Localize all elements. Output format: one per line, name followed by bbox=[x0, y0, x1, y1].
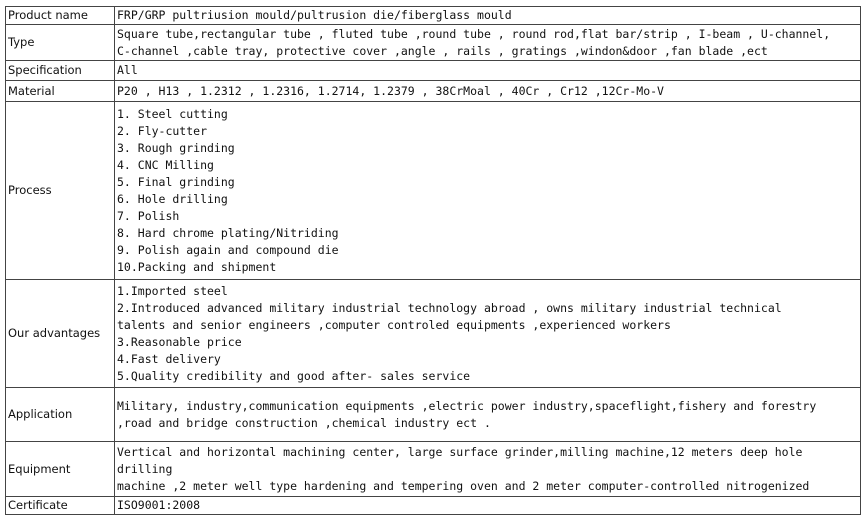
value-line: Square tube,rectangular tube , fluted tube ,round tube , round rod,flat bar/strip , I-beam , U-channel, bbox=[117, 26, 831, 41]
advantage-line: 5.Quality credibility and good after- sales service bbox=[117, 368, 471, 383]
process-step: 1. Steel cutting bbox=[117, 106, 228, 121]
value-line: FRP/GRP pultriusion mould/pultrusion die/fiberglass mould bbox=[117, 8, 512, 22]
process-step: 10.Packing and shipment bbox=[117, 259, 277, 274]
table-row-process bbox=[6, 102, 861, 280]
row-label-equipment: Equipment bbox=[6, 442, 115, 497]
process-step: 9. Polish again and compound die bbox=[117, 242, 339, 257]
process-step: 2. Fly-cutter bbox=[117, 123, 208, 138]
row-value-product-name bbox=[115, 7, 861, 25]
row-label-advantages: Our advantages bbox=[6, 280, 115, 388]
process-step: 7. Polish bbox=[117, 208, 180, 223]
value-line: ,road and bridge construction ,chemical industry ect . bbox=[117, 415, 491, 430]
row-label-application: Application bbox=[6, 388, 115, 442]
table-row-application bbox=[6, 388, 861, 442]
advantage-line: 2.Introduced advanced military industrial technology abroad , owns military industrial technical bbox=[117, 300, 782, 315]
row-label-product-name: Product name bbox=[6, 7, 115, 25]
value-line: All bbox=[117, 63, 138, 77]
advantage-line: 3.Reasonable price bbox=[117, 334, 242, 349]
row-label-material: Material bbox=[6, 81, 115, 102]
table-row-certificate bbox=[6, 497, 861, 515]
process-step: 3. Rough grinding bbox=[117, 140, 235, 155]
product-spec-table bbox=[5, 6, 861, 515]
row-value-equipment bbox=[115, 442, 861, 497]
row-value-process bbox=[115, 102, 861, 280]
value-line: P20 , H13 , 1.2312 , 1.2316, 1.2714, 1.2379 , 38CrMoal , 40Cr , Cr12 ,12Cr-Mo-V bbox=[117, 83, 664, 98]
value-line: Vertical and horizontal machining center, large surface grinder,milling machine,12 meters deep hole bbox=[117, 444, 803, 459]
table-row-product-name bbox=[6, 7, 861, 25]
row-label-certificate: Certificate bbox=[6, 497, 115, 515]
value-line: ISO9001:2008 bbox=[117, 498, 201, 512]
advantage-line: 4.Fast delivery bbox=[117, 351, 221, 366]
row-label-specification: Specification bbox=[6, 61, 115, 81]
row-value-application bbox=[115, 388, 861, 442]
table-row-material bbox=[6, 81, 861, 102]
value-line: machine ,2 meter well type hardening and tempering oven and 2 meter computer-controlled nitrogenized bbox=[117, 478, 810, 493]
advantage-line: talents and senior engineers ,computer controled equipments ,experienced workers bbox=[117, 317, 671, 332]
process-step: 8. Hard chrome plating/Nitriding bbox=[117, 225, 339, 240]
value-line: drilling bbox=[117, 461, 173, 476]
table-row-specification bbox=[6, 61, 861, 81]
row-value-advantages bbox=[115, 280, 861, 388]
table-row-equipment bbox=[6, 442, 861, 497]
table-row-type bbox=[6, 25, 861, 61]
row-label-process: Process bbox=[6, 102, 115, 280]
row-value-certificate bbox=[115, 497, 861, 515]
process-step: 4. CNC Milling bbox=[117, 157, 214, 172]
row-value-specification bbox=[115, 61, 861, 81]
advantage-line: 1.Imported steel bbox=[117, 283, 228, 298]
row-value-type bbox=[115, 25, 861, 61]
table-row-advantages bbox=[6, 280, 861, 388]
value-line: C-channel ,cable tray, protective cover ,angle , rails , gratings ,windon&door ,fan blade ,ect bbox=[117, 43, 768, 58]
process-step: 5. Final grinding bbox=[117, 174, 235, 189]
process-step: 6. Hole drilling bbox=[117, 191, 228, 206]
row-label-type: Type bbox=[6, 25, 115, 61]
row-value-material bbox=[115, 81, 861, 102]
value-line: Military, industry,communication equipments ,electric power industry,spaceflight,fishery and forestry bbox=[117, 398, 817, 413]
